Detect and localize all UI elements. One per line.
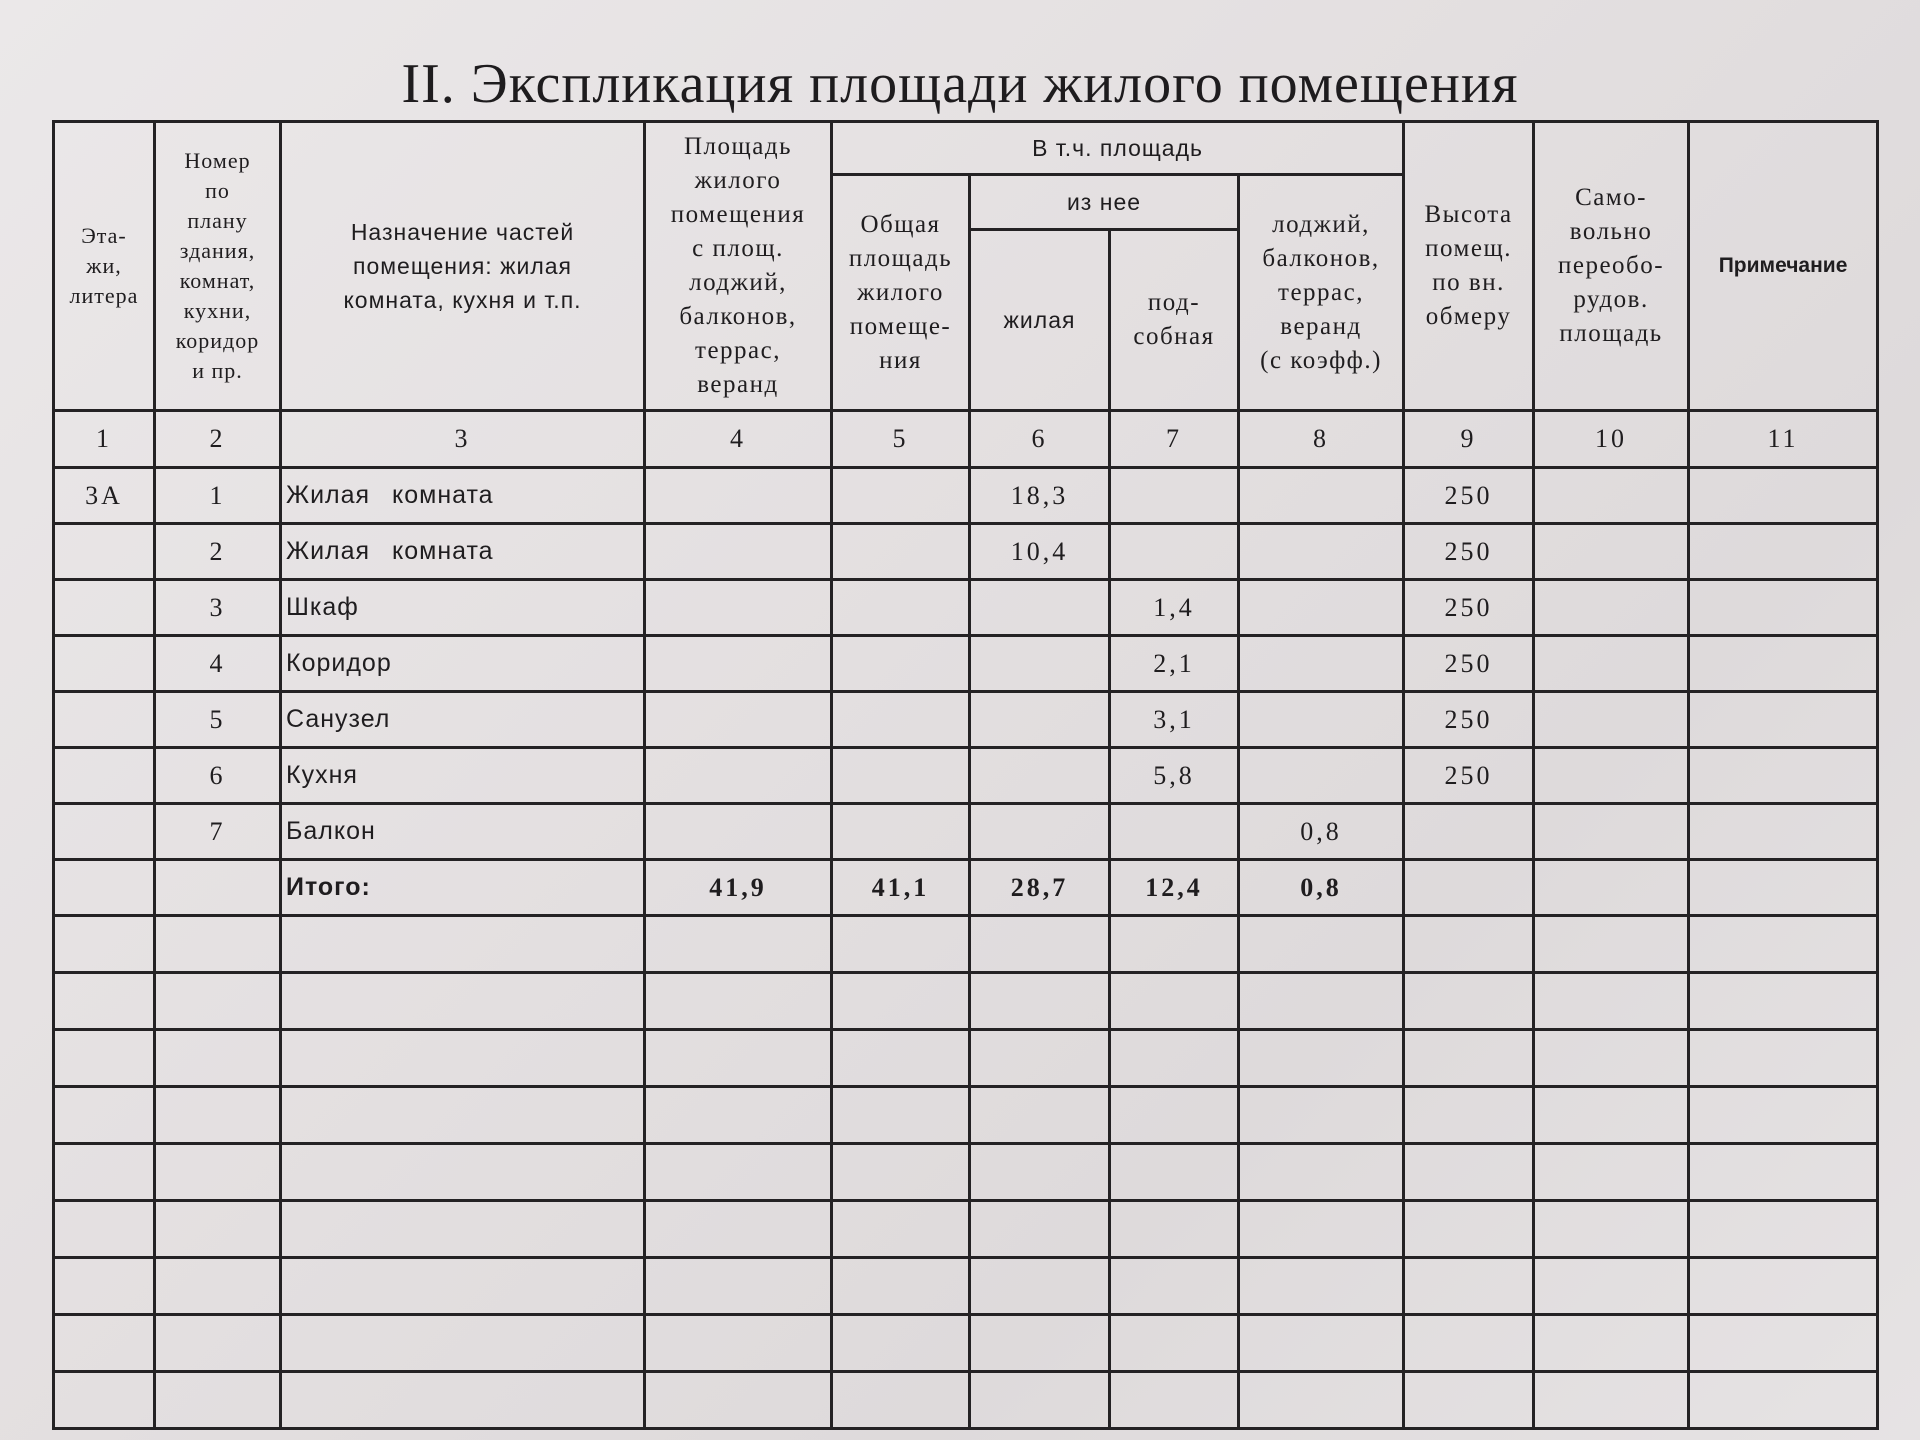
empty-cell — [1110, 1372, 1239, 1429]
header-number: Номер по плану здания, комнат, кухни, коридор и пр. — [155, 122, 281, 411]
empty-cell — [1239, 1144, 1404, 1201]
cell-total-area — [832, 748, 970, 804]
empty-cell — [832, 1144, 970, 1201]
empty-cell — [970, 1315, 1110, 1372]
cell-auxiliary-area — [1110, 804, 1239, 860]
empty-cell — [1689, 1030, 1878, 1087]
cell-name: Жилая комната — [281, 524, 645, 580]
empty-cell — [1110, 1144, 1239, 1201]
empty-cell — [1404, 1087, 1534, 1144]
empty-cell — [832, 1315, 970, 1372]
empty-row — [54, 1258, 1878, 1315]
empty-cell — [645, 1030, 832, 1087]
cell-floor — [54, 636, 155, 692]
cell-auxiliary-area: 1,4 — [1110, 580, 1239, 636]
cell-loggia-area — [1239, 692, 1404, 748]
column-number: 5 — [832, 411, 970, 468]
empty-cell — [1110, 916, 1239, 973]
total-label: Итого: — [281, 860, 645, 916]
page-title: II. Экспликация площади жилого помещения — [401, 53, 1519, 115]
empty-cell — [1689, 1258, 1878, 1315]
table-row — [54, 636, 1878, 692]
cell-auxiliary-area — [1110, 468, 1239, 524]
cell-total-area — [832, 804, 970, 860]
empty-cell — [1404, 916, 1534, 973]
cell-note — [1689, 748, 1878, 804]
empty-cell — [1239, 1258, 1404, 1315]
empty-cell — [281, 1372, 645, 1429]
header-area-with-loggias: Площадь жилого помещения с площ. лоджий, балконов, террас, веранд — [645, 122, 832, 411]
cell-total-area — [832, 524, 970, 580]
empty-cell — [54, 1315, 155, 1372]
empty-cell — [1534, 1315, 1689, 1372]
empty-cell — [1239, 973, 1404, 1030]
empty-cell — [1689, 1315, 1878, 1372]
header-height: Высота помещ. по вн. обмеру — [1404, 122, 1534, 411]
empty-cell — [54, 1258, 155, 1315]
empty-row — [54, 1144, 1878, 1201]
cell-name: Балкон — [281, 804, 645, 860]
header-purpose: Назначение частей помещения: жилая комната, кухня и т.п. — [281, 122, 645, 411]
cell-note — [1689, 580, 1878, 636]
empty-cell — [281, 973, 645, 1030]
empty-cell — [1239, 1201, 1404, 1258]
header-auxiliary: под- собная — [1110, 230, 1239, 411]
cell-total-area — [832, 692, 970, 748]
cell-self-built — [1534, 860, 1689, 916]
empty-cell — [155, 1087, 281, 1144]
cell-area-with-loggias — [645, 692, 832, 748]
empty-cell — [155, 1030, 281, 1087]
total-total-area: 41,1 — [832, 860, 970, 916]
column-number: 2 — [155, 411, 281, 468]
empty-row — [54, 916, 1878, 973]
cell-floor — [54, 524, 155, 580]
cell-area-with-loggias — [645, 580, 832, 636]
cell-self-built — [1534, 692, 1689, 748]
empty-cell — [155, 1144, 281, 1201]
column-number: 1 — [54, 411, 155, 468]
empty-cell — [1534, 1144, 1689, 1201]
cell-living-area — [970, 580, 1110, 636]
empty-cell — [970, 1201, 1110, 1258]
cell-number: 7 — [155, 804, 281, 860]
column-number: 6 — [970, 411, 1110, 468]
cell-self-built — [1534, 468, 1689, 524]
empty-cell — [155, 1201, 281, 1258]
empty-cell — [155, 973, 281, 1030]
cell-self-built — [1534, 748, 1689, 804]
empty-cell — [832, 1372, 970, 1429]
empty-cell — [1404, 973, 1534, 1030]
cell-height: 250 — [1404, 692, 1534, 748]
cell-auxiliary-area: 5,8 — [1110, 748, 1239, 804]
header-total-area: Общая площадь жилого помеще- ния — [832, 175, 970, 411]
cell-number: 5 — [155, 692, 281, 748]
cell-loggia-area — [1239, 748, 1404, 804]
cell-number: 3 — [155, 580, 281, 636]
empty-cell — [1534, 1087, 1689, 1144]
empty-cell — [54, 1372, 155, 1429]
empty-cell — [1110, 1258, 1239, 1315]
empty-cell — [832, 1030, 970, 1087]
empty-cell — [1239, 916, 1404, 973]
empty-cell — [1110, 1315, 1239, 1372]
cell-name: Жилая комната — [281, 468, 645, 524]
empty-cell — [1239, 1087, 1404, 1144]
cell-height: 250 — [1404, 748, 1534, 804]
cell-number — [155, 860, 281, 916]
cell-height: 250 — [1404, 580, 1534, 636]
column-number: 4 — [645, 411, 832, 468]
empty-cell — [281, 916, 645, 973]
empty-cell — [832, 1258, 970, 1315]
empty-cell — [970, 1144, 1110, 1201]
empty-cell — [970, 1372, 1110, 1429]
column-number: 9 — [1404, 411, 1534, 468]
table-row — [54, 468, 1878, 524]
cell-total-area — [832, 580, 970, 636]
empty-cell — [645, 1087, 832, 1144]
empty-cell — [54, 916, 155, 973]
empty-cell — [1534, 1201, 1689, 1258]
total-loggia-area: 0,8 — [1239, 860, 1404, 916]
cell-self-built — [1534, 636, 1689, 692]
empty-cell — [645, 916, 832, 973]
cell-living-area — [970, 636, 1110, 692]
empty-cell — [1110, 1030, 1239, 1087]
empty-cell — [54, 1030, 155, 1087]
cell-auxiliary-area: 2,1 — [1110, 636, 1239, 692]
empty-cell — [1239, 1372, 1404, 1429]
empty-row — [54, 1030, 1878, 1087]
cell-note — [1689, 468, 1878, 524]
empty-cell — [1404, 1315, 1534, 1372]
cell-note — [1689, 804, 1878, 860]
empty-cell — [1534, 1258, 1689, 1315]
empty-cell — [155, 1258, 281, 1315]
total-row — [54, 860, 1878, 916]
cell-height: 250 — [1404, 524, 1534, 580]
empty-cell — [54, 1087, 155, 1144]
empty-cell — [281, 1201, 645, 1258]
column-number: 8 — [1239, 411, 1404, 468]
cell-living-area — [970, 748, 1110, 804]
empty-cell — [1534, 916, 1689, 973]
empty-cell — [970, 916, 1110, 973]
empty-cell — [1689, 916, 1878, 973]
cell-self-built — [1534, 580, 1689, 636]
column-number: 7 — [1110, 411, 1239, 468]
empty-cell — [1534, 1372, 1689, 1429]
empty-cell — [54, 1144, 155, 1201]
empty-cell — [54, 1201, 155, 1258]
cell-total-area — [832, 636, 970, 692]
column-numbers-row — [54, 411, 1878, 468]
empty-cell — [1689, 1201, 1878, 1258]
column-number: 10 — [1534, 411, 1689, 468]
cell-area-with-loggias — [645, 748, 832, 804]
cell-floor — [54, 804, 155, 860]
empty-cell — [832, 916, 970, 973]
cell-note — [1689, 636, 1878, 692]
empty-cell — [645, 1144, 832, 1201]
header-loggias: лоджий, балконов, террас, веранд (с коэфф.) — [1239, 175, 1404, 411]
cell-living-area: 18,3 — [970, 468, 1110, 524]
column-number: 3 — [281, 411, 645, 468]
cell-floor: 3А — [54, 468, 155, 524]
cell-name: Шкаф — [281, 580, 645, 636]
empty-cell — [645, 1258, 832, 1315]
table-row — [54, 692, 1878, 748]
empty-cell — [1110, 973, 1239, 1030]
cell-number: 6 — [155, 748, 281, 804]
cell-living-area — [970, 692, 1110, 748]
cell-number: 1 — [155, 468, 281, 524]
cell-number: 2 — [155, 524, 281, 580]
cell-living-area: 10,4 — [970, 524, 1110, 580]
cell-name: Санузел — [281, 692, 645, 748]
cell-loggia-area — [1239, 636, 1404, 692]
cell-note — [1689, 524, 1878, 580]
empty-cell — [970, 1087, 1110, 1144]
empty-cell — [970, 1030, 1110, 1087]
total-living-area: 28,7 — [970, 860, 1110, 916]
empty-cell — [1404, 1258, 1534, 1315]
cell-self-built — [1534, 524, 1689, 580]
empty-cell — [1239, 1315, 1404, 1372]
cell-loggia-area — [1239, 468, 1404, 524]
empty-cell — [281, 1030, 645, 1087]
empty-cell — [281, 1315, 645, 1372]
cell-floor — [54, 692, 155, 748]
cell-note — [1689, 692, 1878, 748]
empty-cell — [832, 1087, 970, 1144]
cell-note — [1689, 860, 1878, 916]
cell-self-built — [1534, 804, 1689, 860]
cell-auxiliary-area — [1110, 524, 1239, 580]
cell-area-with-loggias — [645, 804, 832, 860]
cell-loggia-area — [1239, 524, 1404, 580]
total-area-with-loggias: 41,9 — [645, 860, 832, 916]
empty-row — [54, 1315, 1878, 1372]
empty-cell — [281, 1144, 645, 1201]
cell-loggia-area — [1239, 580, 1404, 636]
empty-cell — [1110, 1087, 1239, 1144]
empty-cell — [281, 1258, 645, 1315]
cell-height: 250 — [1404, 468, 1534, 524]
cell-area-with-loggias — [645, 468, 832, 524]
table-row — [54, 580, 1878, 636]
cell-height: 250 — [1404, 636, 1534, 692]
table-row — [54, 804, 1878, 860]
cell-total-area — [832, 468, 970, 524]
cell-floor — [54, 748, 155, 804]
empty-cell — [1404, 1030, 1534, 1087]
empty-cell — [281, 1087, 645, 1144]
empty-cell — [1404, 1372, 1534, 1429]
cell-area-with-loggias — [645, 636, 832, 692]
cell-height — [1404, 860, 1534, 916]
empty-cell — [1534, 973, 1689, 1030]
header-self-built: Само- вольно переобо- рудов. площадь — [1534, 122, 1689, 411]
table-row — [54, 524, 1878, 580]
header-note: Примечание — [1689, 122, 1878, 411]
empty-row — [54, 1087, 1878, 1144]
empty-cell — [832, 1201, 970, 1258]
empty-cell — [970, 973, 1110, 1030]
empty-cell — [155, 1315, 281, 1372]
header-of-which: из нее — [970, 175, 1239, 230]
empty-cell — [645, 1315, 832, 1372]
cell-number: 4 — [155, 636, 281, 692]
empty-cell — [1689, 973, 1878, 1030]
empty-cell — [1239, 1030, 1404, 1087]
column-number: 11 — [1689, 411, 1878, 468]
header-floor: Эта- жи, литера — [54, 122, 155, 411]
empty-cell — [645, 1372, 832, 1429]
empty-cell — [155, 916, 281, 973]
cell-floor — [54, 580, 155, 636]
empty-cell — [970, 1258, 1110, 1315]
empty-row — [54, 1201, 1878, 1258]
cell-area-with-loggias — [645, 524, 832, 580]
header-living: жилая — [970, 230, 1110, 411]
empty-cell — [1404, 1144, 1534, 1201]
cell-floor — [54, 860, 155, 916]
empty-cell — [1689, 1372, 1878, 1429]
empty-cell — [54, 973, 155, 1030]
header-incl-area: В т.ч. площадь — [832, 122, 1404, 175]
cell-name: Коридор — [281, 636, 645, 692]
empty-cell — [832, 973, 970, 1030]
total-auxiliary-area: 12,4 — [1110, 860, 1239, 916]
empty-cell — [155, 1372, 281, 1429]
empty-cell — [1404, 1201, 1534, 1258]
empty-cell — [1534, 1030, 1689, 1087]
cell-loggia-area: 0,8 — [1239, 804, 1404, 860]
empty-cell — [1689, 1144, 1878, 1201]
empty-cell — [645, 1201, 832, 1258]
empty-row — [54, 1372, 1878, 1429]
empty-cell — [1110, 1201, 1239, 1258]
empty-row — [54, 973, 1878, 1030]
cell-height — [1404, 804, 1534, 860]
cell-auxiliary-area: 3,1 — [1110, 692, 1239, 748]
table-row — [54, 748, 1878, 804]
empty-cell — [645, 973, 832, 1030]
cell-name: Кухня — [281, 748, 645, 804]
empty-cell — [1689, 1087, 1878, 1144]
cell-living-area — [970, 804, 1110, 860]
explication-table — [52, 120, 1879, 1430]
